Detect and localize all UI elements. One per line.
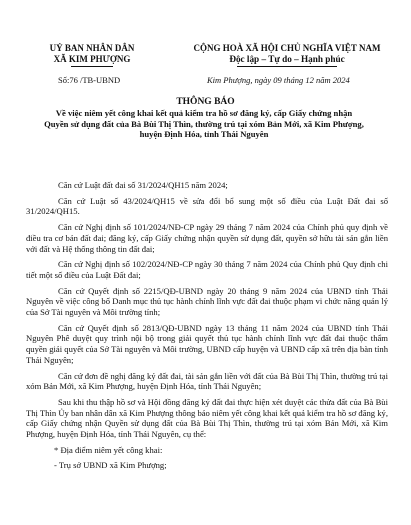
- paragraph: Căn cứ Nghị định số 102/2024/NĐ-CP ngày 30 tháng 7 năm 2024 của Chính phủ Quy định chi tiết một số điều của Luật Đất đai;: [26, 259, 388, 280]
- document-body: [26, 180, 388, 471]
- agency-name-line2: XÃ KIM PHƯỢNG: [53, 54, 131, 64]
- paragraph: Căn cứ Nghị định số 101/2024/NĐ-CP ngày 29 tháng 7 năm 2024 của Chính phủ quy định về điều tra cơ bản đất đai; đăng ký, cấp Giấy chứng nhận quyền sử dụng đất, quyền sở hữu tài sản gắn liền với đất và Hệ thống thông tin đất đai;: [26, 222, 388, 254]
- document-date: Kim Phượng, ngày 09 tháng 12 năm 2024: [207, 75, 350, 85]
- document-number: Số:76 /TB-UBND: [58, 75, 121, 85]
- paragraph: Căn cứ Quyết định số 2813/QĐ-UBND ngày 13 tháng 11 năm 2024 của UBND tỉnh Thái Nguyên Phê duyệt quy trình nội bộ trong giải quyết thủ tục hành chính lĩnh vực đất đai thuộc thẩm quyền giải quyết của Sở Tài nguyên và Môi trường, UBND cấp huyện và UBND cấp xã trên địa bàn tỉnh Thái Nguyên;: [26, 322, 388, 365]
- paragraph: Căn cứ Luật số 43/2024/QH15 về sửa đổi bổ sung một số điều của Luật Đất đai số 31/2024/QH15.: [26, 195, 388, 217]
- national-motto: [192, 43, 382, 67]
- paragraph: Căn cứ Luật đất đai số 31/2024/QH15 năm 2024;: [58, 180, 228, 190]
- list-item: * Địa điểm niêm yết công khai:: [54, 444, 163, 455]
- paragraph: Sau khi thu thập hồ sơ và Hội đồng đăng ký đất đai thực hiện xét duyệt các thửa đất của Bà Bùi Thị Thìn Ủy ban nhân dân xã Kim Phượng thông báo niêm yết công khai kết quả kiểm tra hồ sơ đăng ký, cấp Giấy chứng nhận Quyền sử dụng đất của Bà Bùi Thị Thìn, thường trú tại xóm Bản Mới, xã Kim Phượng, huyện Định Hóa, tỉnh Thái Nguyên, cụ thể:: [26, 396, 388, 440]
- agency-underline: [71, 66, 113, 67]
- paragraph: Căn cứ đơn đề nghị đăng ký đất đai, tài sản gắn liền với đất của Bà Bùi Thị Thìn, thường trú tại xóm Bản Mới, xã Kim Phượng, huyện Định Hóa, tỉnh Thái Nguyên;: [26, 370, 388, 392]
- document-title: THÔNG BÁO: [176, 97, 235, 107]
- agency-name-line1: UỶ BAN NHÂN DÂN: [49, 43, 135, 53]
- issuing-agency: [40, 43, 144, 67]
- motto: Độc lập – Tự do – Hạnh phúc: [229, 54, 345, 64]
- list-item: - Trụ sở UBND xã Kim Phượng;: [54, 460, 167, 471]
- motto-underline: [237, 66, 337, 67]
- nation-name: CỘNG HOÀ XÃ HỘI CHỦ NGHĨA VIỆT NAM: [193, 43, 381, 53]
- paragraph: Căn cứ Quyết định số 2215/QĐ-UBND ngày 20 tháng 9 năm 2024 của UBND tỉnh Thái Nguyên về việc công bố Danh mục thủ tục hành chính lĩnh vực đất đai thuộc phạm vi chức năng quản lý của Sở Tài nguyên và Môi trường tỉnh;: [26, 285, 388, 318]
- document-subject: Về việc niêm yết công khai kết quả kiểm tra hồ sơ đăng ký, cấp Giấy chứng nhận Quyền sử dụng đất của Bà Bùi Thị Thìn, thường trú tại xóm Bản Mới, xã Kim Phượng, huyện Định Hóa, tỉnh Thái Nguyên: [44, 108, 364, 139]
